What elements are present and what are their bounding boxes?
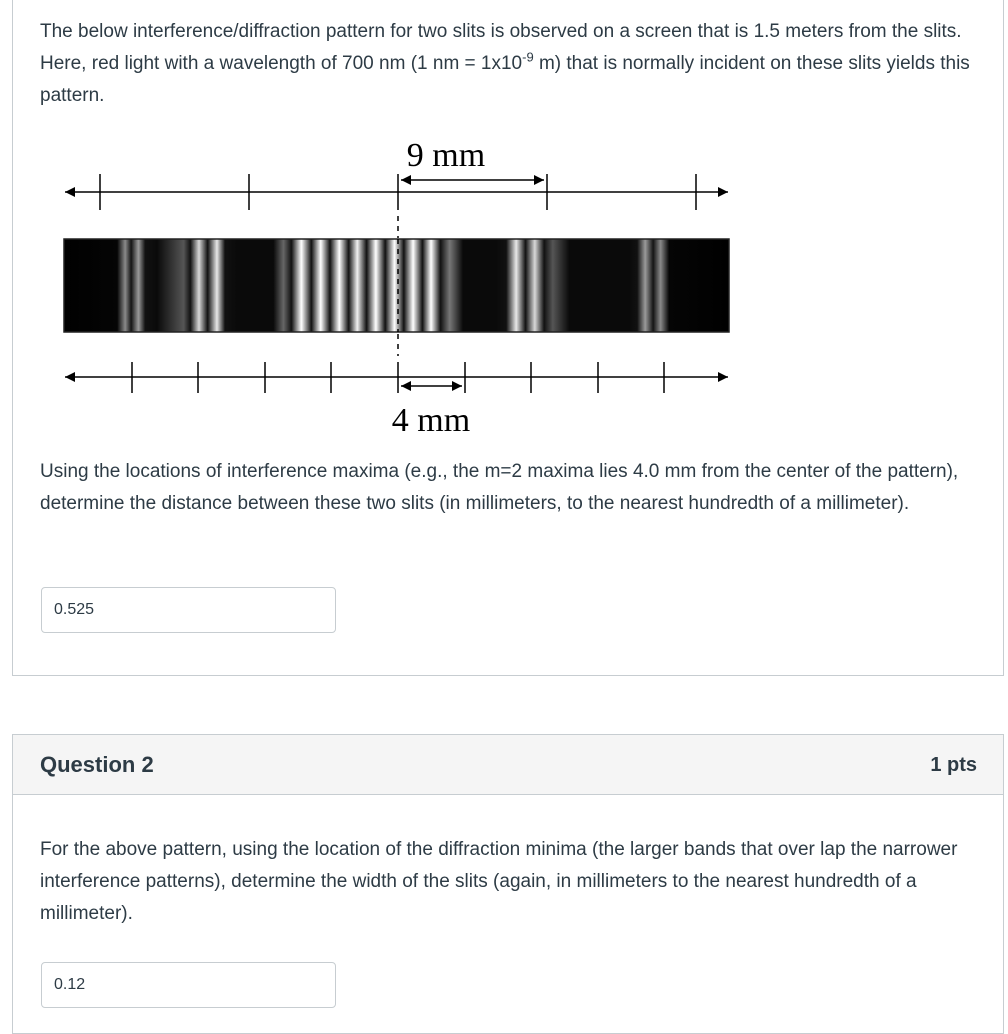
- question-1-prompt: Using the locations of interference maxima (e.g., the m=2 maxima lies 4.0 mm from the center of the pattern), determine the distance between these two slits (in millimeters, to the nearest hundredth of a millimeter).: [40, 461, 959, 514]
- interference-pattern-figure: [53, 128, 743, 448]
- question-1-intro-text-end: m) that is normally incident on these slits yields this pattern.: [40, 53, 970, 106]
- question-2-title: Question 2: [40, 752, 154, 777]
- question-2-header: [12, 734, 1004, 795]
- question-2-answer-input[interactable]: 0.12: [41, 962, 336, 1008]
- question-1-answer-input[interactable]: 0.525: [41, 587, 336, 633]
- question-1-card: [12, 0, 1004, 676]
- question-1-intro: [40, 16, 985, 112]
- top-scale-label: 9 mm: [406, 137, 486, 174]
- question-1-intro-text: The below interference/diffraction pattern for two slits is observed on a screen that is 1.5 meters from the slits. Here, red light with a wavelength of 700 nm (1 nm = 1x10: [40, 21, 962, 74]
- question-2-prompt: For the above pattern, using the location of the diffraction minima (the larger bands that over lap the narrower interference patterns), determine the width of the slits (again, in millimeters to the nearest hundredth of a millimeter).: [40, 839, 958, 924]
- question-1-intro-exponent: -9: [522, 49, 534, 65]
- fringe-pattern: [64, 239, 729, 332]
- question-2-card: [12, 794, 1004, 1034]
- question-2-points: 1 pts: [930, 754, 977, 776]
- bottom-scale-label: 4 mm: [391, 402, 471, 439]
